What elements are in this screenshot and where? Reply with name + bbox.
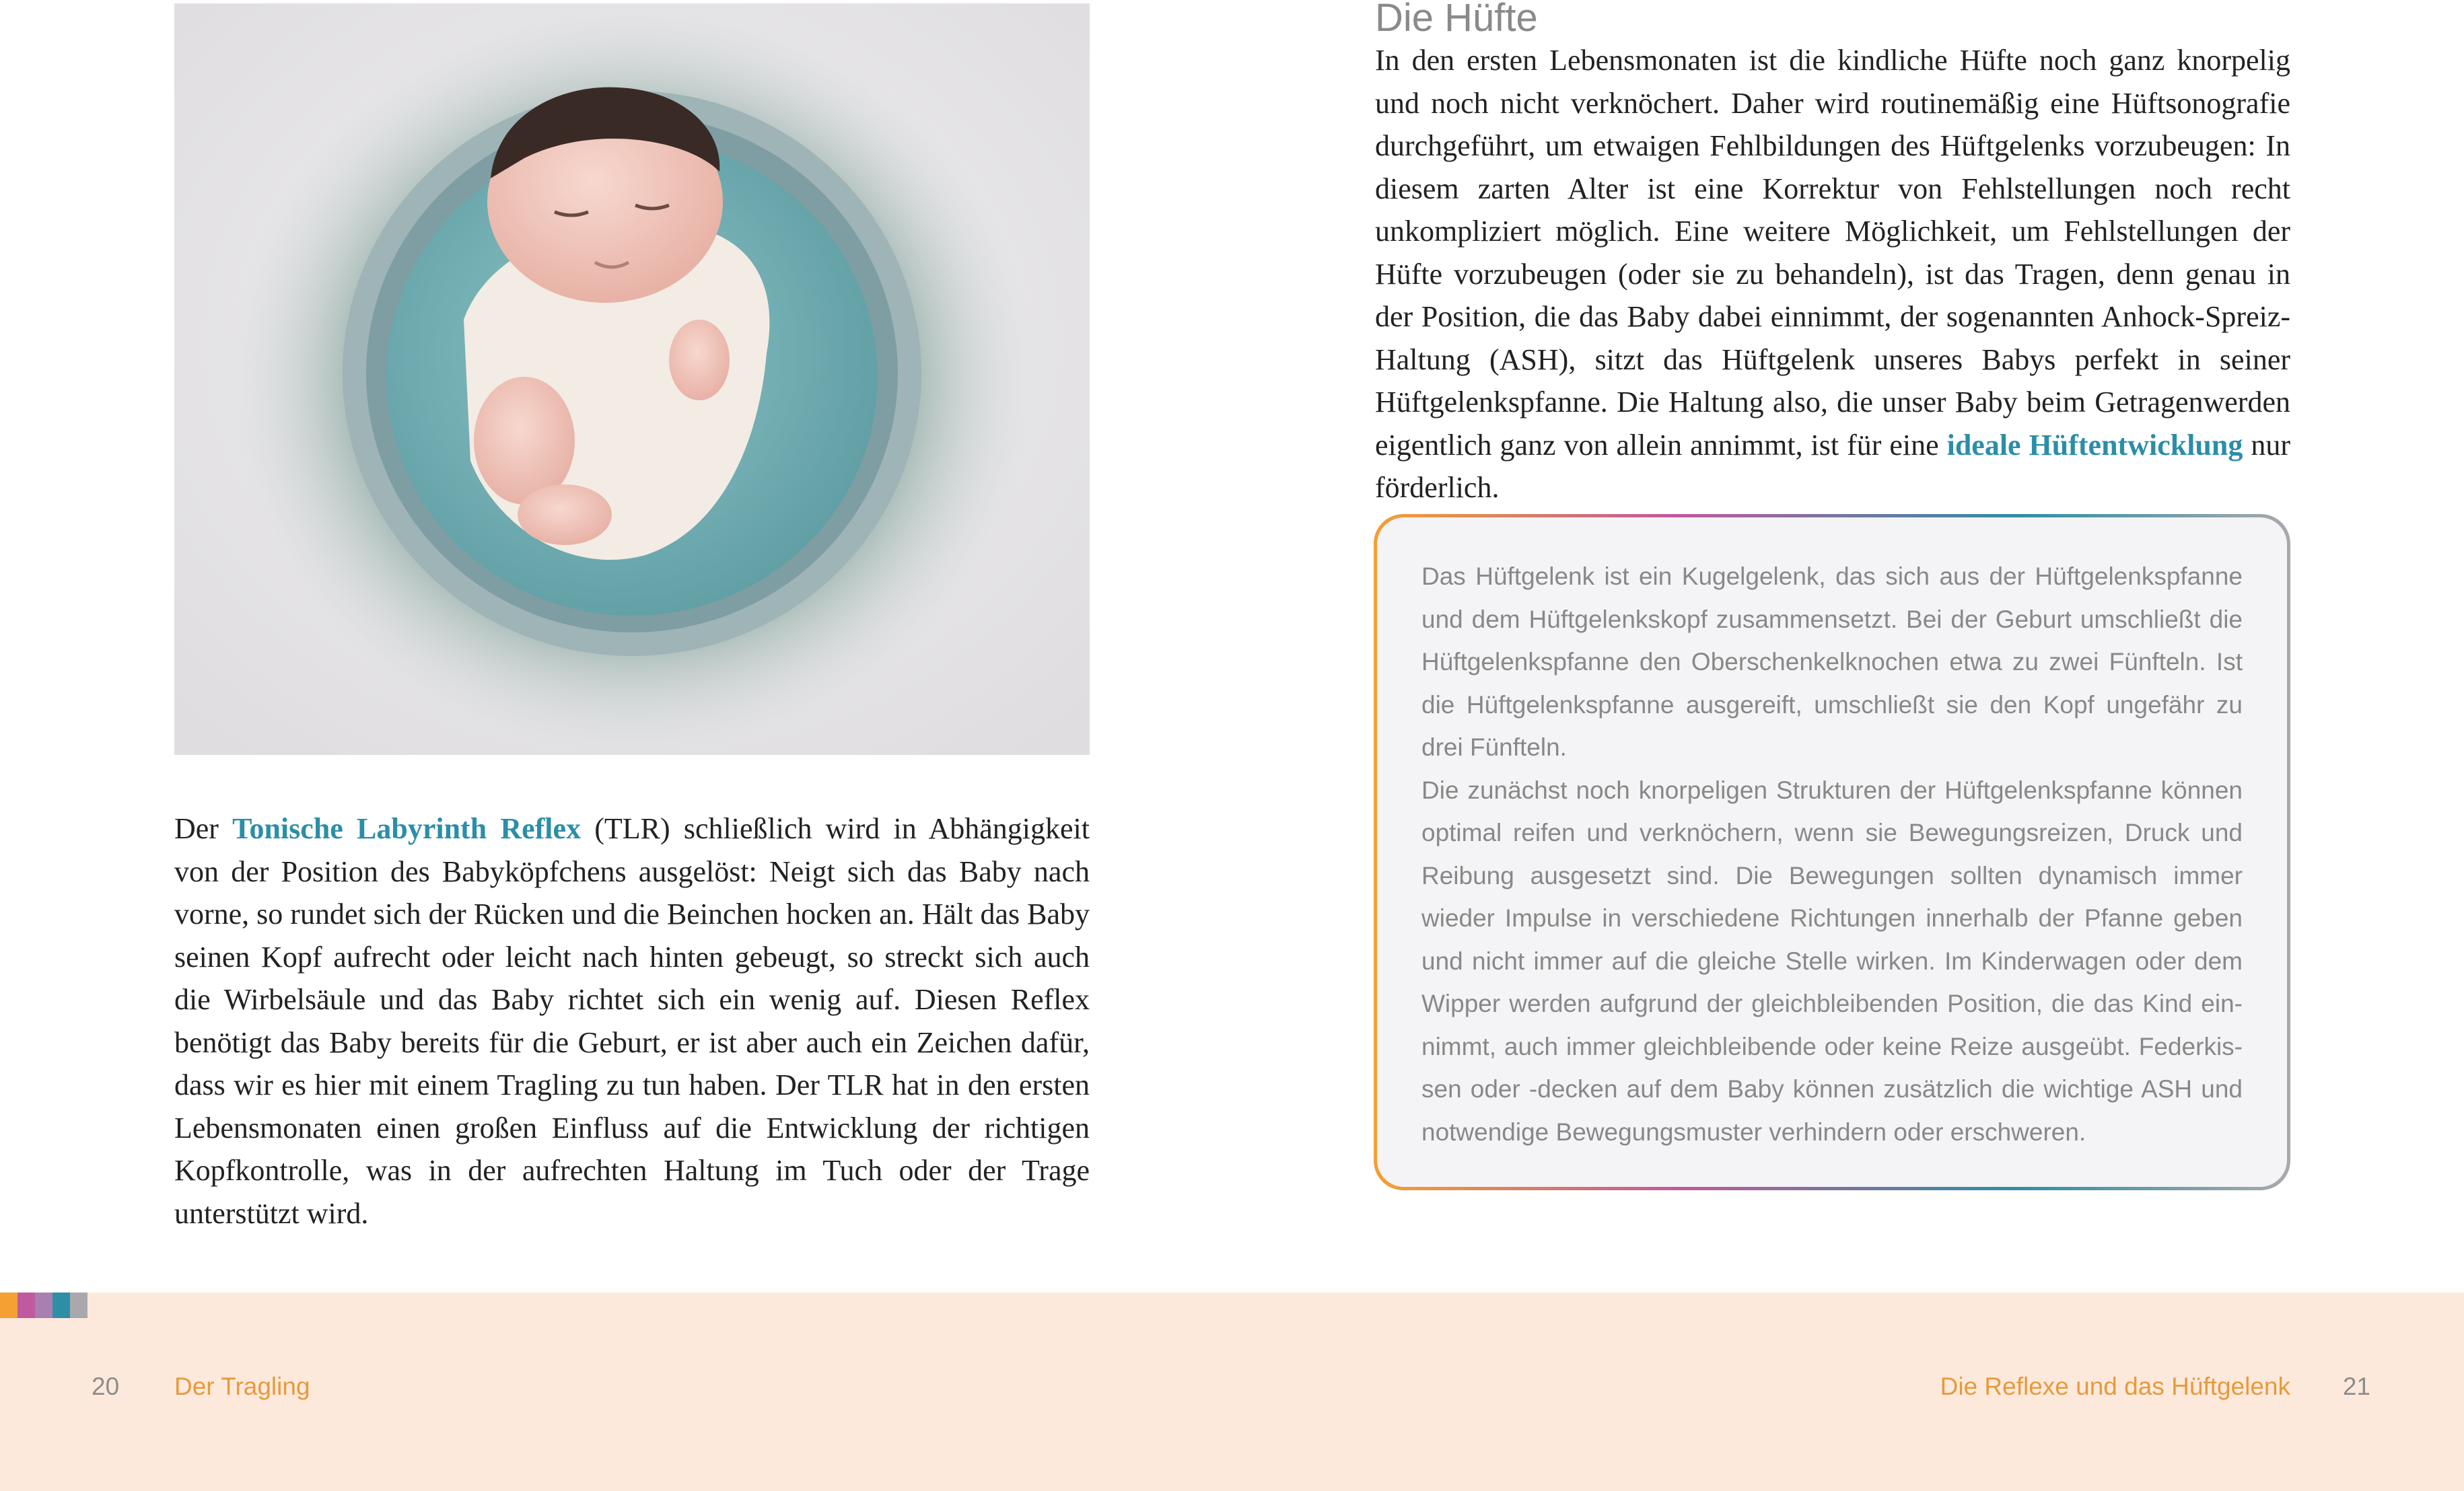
swatch-violet [35, 1293, 52, 1318]
right-page-number: 21 [2342, 1373, 2370, 1400]
swatch-magenta [17, 1293, 35, 1318]
info-box [1377, 517, 2287, 1187]
left-running-title: Der Tragling [174, 1373, 310, 1400]
right-running-title: Die Reflexe und das Hüftgelenk [1940, 1373, 2290, 1400]
info-box-paragraph: Das Hüftgelenk ist ein Kugelgelenk, das sich aus der Hüftgelenkspfanne und dem Hüftgelenkskopf zusammensetzt. Bei der Geburt umschließt die Hüftgelenkspfanne den Oberschenkelknochen etwa zu zwei Fünfteln. Ist die Hüftgelenkspfanne ausgereift, umschließt sie den Kopf ungefähr zu drei Fünfteln. [1421, 562, 2243, 761]
text-run: (TLR) schließlich wird in Abhängigkeit von der Position des Babyköpfchens ausgelöst: Neigt sich das Baby nach vorne, so rundet sich der Rücken und die Beinchen hocken an. Hält das Baby seinen Kopf aufrecht oder leicht nach hinten gebeugt, so streckt sich auch die Wirbelsäule und das Baby richtet sich ein wenig auf. Diesen Reflex benötigt das Baby bereits für die Geburt, er ist aber auch ein Zeichen dafür, dass wir es hier mit einem Tragling zu tun haben. Der TLR hat in den ersten Lebensmonaten einen großen Einfluss auf die Entwicklung der richtigen Kopfkontrolle, was in der aufrechten Haltung im Tuch oder der Trage unterstützt wird. [174, 812, 1090, 1230]
term-highlight: Tonische Labyrinth Reflex [232, 812, 582, 845]
right-paragraph [1375, 39, 2290, 509]
text-run: In den ersten Lebensmonaten ist die kindliche Hüfte noch ganz knorpelig und noch nicht verknöchert. Daher wird routinemäßig eine Hüftsonografie durchgeführt, um etwaigen Fehlbildungen des Hüftgelenks vorzubeugen: In diesem zarten Alter ist eine Korrektur von Fehlstellungen noch recht unkompliziert möglich. Eine weitere Möglichkeit, um Fehlstellungen der Hüfte vorzubeugen (oder sie zu behandeln), ist das Tragen, denn genau in der Position, die das Baby dabei einnimmt, der sogenannten Anhock-Spreiz-Haltung (ASH), sitzt das Hüftgelenk unseres Babys perfekt in seiner Hüftgelenkspfanne. Die Haltung also, die unser Baby beim Getragenwerden eigentlich ganz von allein annimmt, ist für eine [1375, 44, 2290, 462]
color-swatches [0, 1293, 87, 1318]
swatch-orange [0, 1293, 17, 1318]
swatch-gray [70, 1293, 87, 1318]
section-heading: Die Hüfte [1375, 0, 1538, 40]
newborn-photo [174, 3, 1090, 755]
left-page-number: 20 [92, 1373, 120, 1400]
left-paragraph [174, 807, 1090, 1235]
info-box-paragraph: Die zunächst noch knorpeligen Strukturen der Hüftgelenkspfanne können optimal reifen und verknöchern, wenn sie Bewegungsreizen, Druck und Reibung ausgesetzt sind. Die Bewegungen sollten dynamisch immer wieder Impulse in verschiedene Richtungen innerhalb der Pfanne geben und nicht immer auf die gleiche Stelle wirken. Im Kinderwagen oder dem Wipper werden aufgrund der gleichbleibenden Position, die das Kind einnimmt, auch immer gleichbleibende oder keine Reize ausgeübt. Federkissen oder -decken auf dem Baby können zusätzlich die wichtige ASH und notwendige Bewegungsmuster verhindern oder erschweren. [1421, 776, 2243, 1146]
text-run: nur förderlich. [1375, 428, 2290, 504]
swatch-teal [52, 1293, 70, 1318]
info-box-border [1374, 514, 2290, 1190]
text-run: Der [174, 812, 233, 845]
term-highlight: ideale Hüftentwicklung [1946, 428, 2243, 462]
